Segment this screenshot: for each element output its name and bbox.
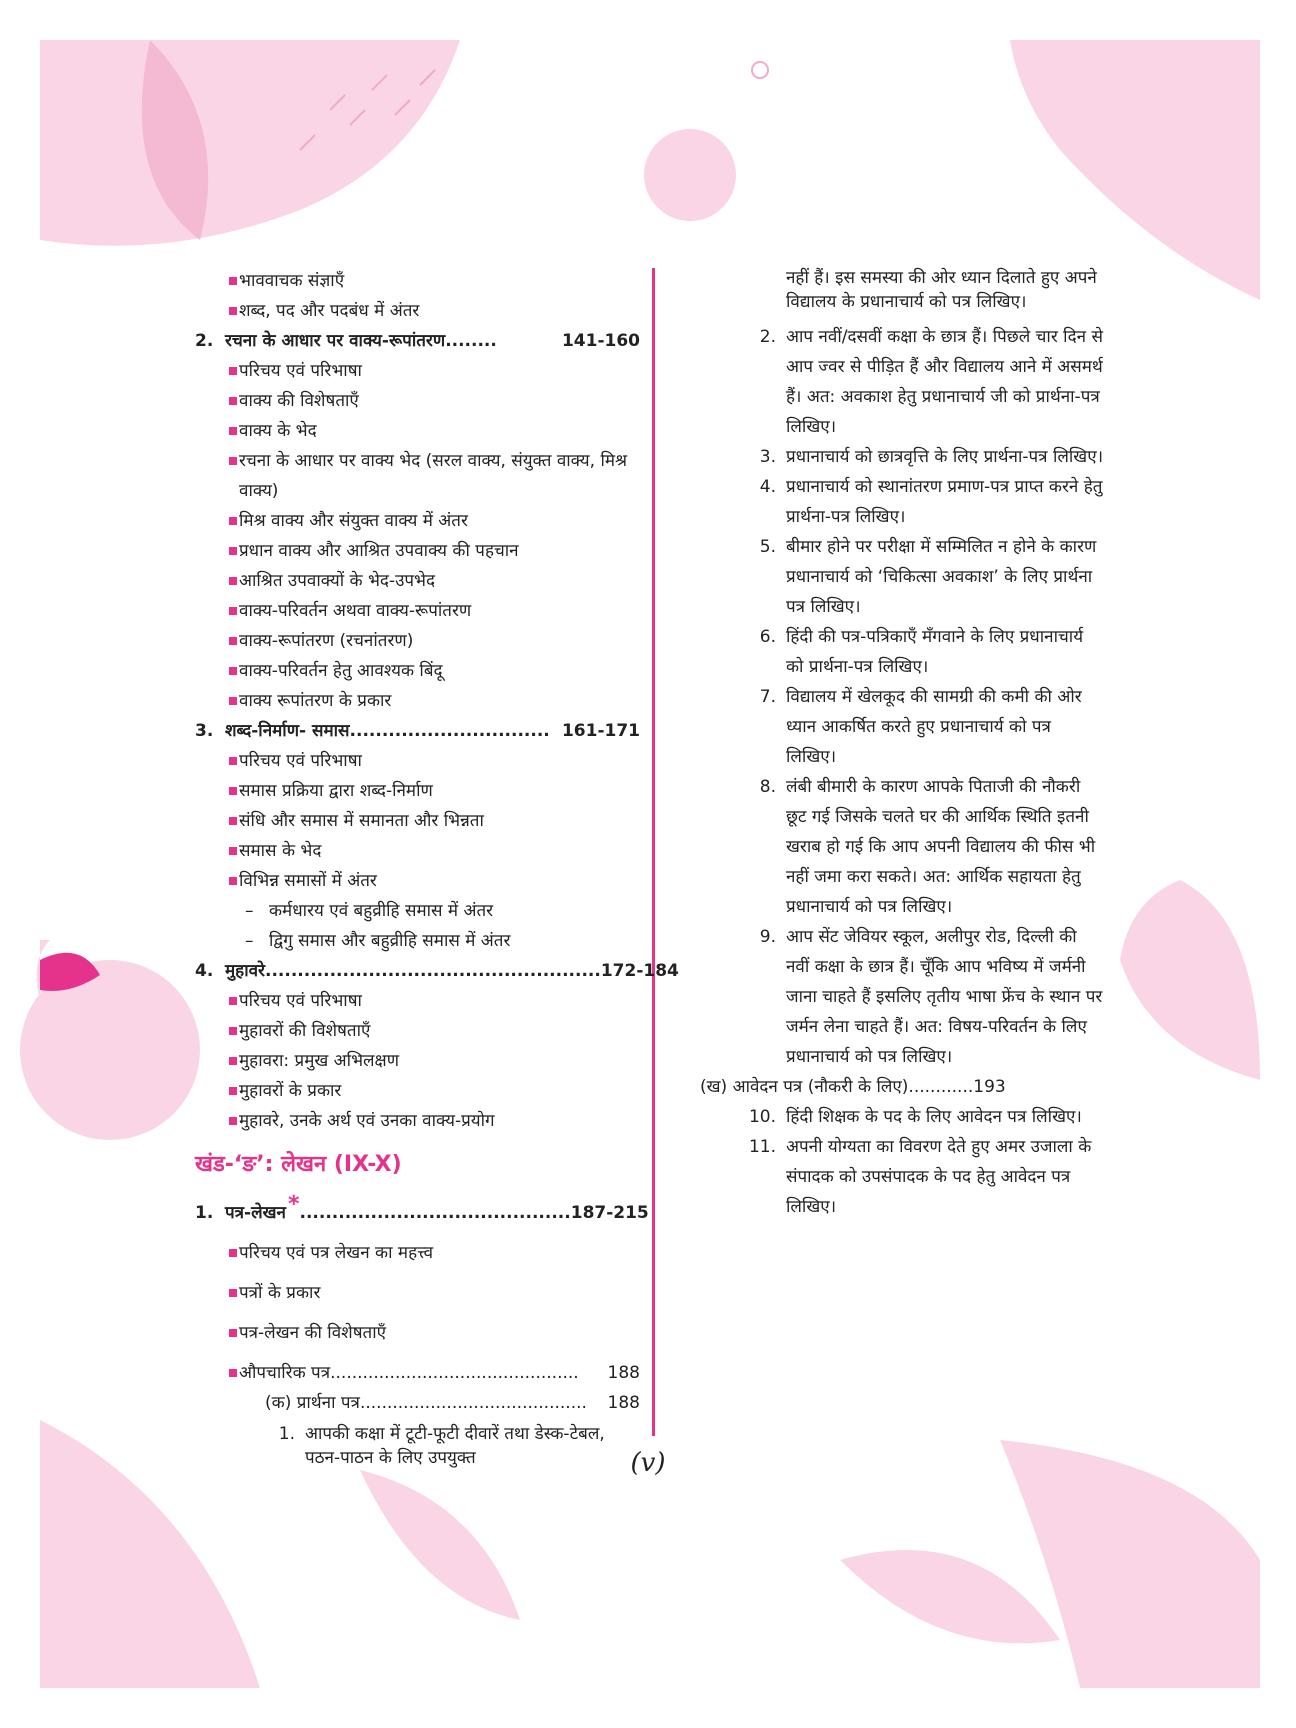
bullet-square-icon [229, 1249, 237, 1257]
avedan-entry[interactable]: (ख) आवेदन पत्र (नौकरी के लिए) ............ 193 [700, 1077, 1006, 1097]
bullet-square-icon [229, 637, 237, 645]
bullet-square-icon [229, 697, 237, 705]
bullet-square-icon [229, 427, 237, 435]
right-side-petal [1120, 880, 1260, 1080]
bottom-leaf-2 [360, 1470, 520, 1620]
list-item: वाक्य-रूपांतरण (रचनांतरण) [195, 626, 640, 656]
list-item: परिचय एवं परिभाषा [195, 746, 640, 776]
list-item: परिचय एवं परिभाषा [195, 986, 640, 1016]
list-item: भाववाचक संज्ञाएँ [195, 266, 640, 296]
list-item: 6. हिंदी की पत्र-पत्रिकाएँ मँगवाने के लिए प्रधानाचार्य को प्रार्थना-पत्र लिखिए। [759, 627, 1084, 677]
bullet-square-icon [229, 1329, 237, 1337]
bullet-square-icon [229, 577, 237, 585]
list-item: समास के भेद [195, 836, 640, 866]
bullet-square-icon [229, 787, 237, 795]
top-right-leaf-shape [1010, 40, 1260, 300]
list-item: 7. विद्यालय में खेलकूद की सामग्री की कमी की ओर ध्यान आकर्षित करते हुए प्रधानाचार्य को पत्र लिखिए। [759, 687, 1082, 767]
list-item: मुहावरे, उनके अर्थ एवं उनका वाक्य-प्रयोग [195, 1106, 640, 1136]
bullet-square-icon [229, 757, 237, 765]
right-column [700, 266, 1105, 1222]
list-item: मुहावरा: प्रमुख अभिलक्षण [195, 1046, 640, 1076]
bullet-square-icon [229, 607, 237, 615]
sub-list-item: – कर्मधारय एवं बहुव्रीहि समास में अंतर [195, 896, 640, 926]
toc-heading-3[interactable]: 3. शब्द-निर्माण- समास ............................... 161-171 [195, 721, 640, 741]
bullet-square-icon [229, 547, 237, 555]
list-item: 4. प्रधानाचार्य को स्थानांतरण प्रमाण-पत्र प्राप्त करने हेतु प्रार्थना-पत्र लिखिए। [759, 477, 1103, 527]
list-item: 8. लंबी बीमारी के कारण आपके पिताजी की नौकरी छूट गई जिसके चलते घर की आर्थिक स्थिति इतनी खराब हो गई कि आप अपनी विद्यालय की फीस भी नहीं जमा करा सकते। अत: आर्थिक सहायता हेतु प्रधानाचार्य को पत्र लिखिए। [759, 777, 1096, 917]
list-item: शब्द, पद और पदबंध में अंतर [195, 296, 640, 326]
aupcharik-entry[interactable]: औपचारिक पत्र .............................................. 188 [239, 1363, 640, 1383]
khand-title: खंड-‘ङ’: लेखन (IX-X) [195, 1152, 402, 1177]
toc-heading-4[interactable]: 4. मुहावरे .................................................... 172-184 [195, 961, 679, 981]
page-number: (v) [630, 1448, 666, 1478]
bullet-square-icon [229, 277, 237, 285]
list-item: 11. अपनी योग्यता का विवरण देते हुए अमर उजाला के संपादक को उपसंपादक के पद हेतु आवेदन पत्र लिखिए। [748, 1137, 1092, 1217]
list-item: पत्र-लेखन की विशेषताएँ [195, 1318, 640, 1348]
dash-icon: – [245, 901, 254, 921]
bullet-square-icon [229, 1369, 237, 1377]
list-item: मुहावरों की विशेषताएँ [195, 1016, 640, 1046]
list-item: 1. आपकी कक्षा में टूटी-फूटी दीवारें तथा डेस्क-टेबल, पठन-पाठन के लिए उपयुक्त [278, 1424, 605, 1468]
list-item: वाक्य-परिवर्तन हेतु आवश्यक बिंदू [195, 656, 640, 686]
dash-icon: – [245, 931, 254, 951]
bullet-square-icon [229, 877, 237, 885]
list-item: संधि और समास में समानता और भिन्नता [195, 806, 640, 836]
bullet-square-icon [229, 817, 237, 825]
sub-list-item: – द्विगु समास और बहुव्रीहि समास में अंतर [195, 926, 640, 956]
bullet-square-icon [229, 997, 237, 1005]
bottom-leaf-3 [840, 1550, 1060, 1643]
list-item [195, 1358, 640, 1388]
bullet-square-icon [229, 1117, 237, 1125]
bullet-square-icon [229, 667, 237, 675]
list-item: प्रधान वाक्य और आश्रित उपवाक्य की पहचान [195, 536, 640, 566]
list-item: वाक्य-परिवर्तन अथवा वाक्य-रूपांतरण [195, 596, 640, 626]
list-item: वाक्य रूपांतरण के प्रकार [195, 686, 640, 716]
list-item: विभिन्न समासों में अंतर [195, 866, 640, 896]
list-item: परिचय एवं परिभाषा [195, 356, 640, 386]
bullet-square-icon [229, 1087, 237, 1095]
bullet-square-icon [229, 847, 237, 855]
top-left-leaf-shape [40, 40, 460, 246]
bullet-square-icon [229, 517, 237, 525]
bullet-square-icon [229, 457, 237, 465]
asterisk-icon: * [287, 1192, 300, 1217]
top-circle-decor [644, 129, 736, 221]
bullet-square-icon [229, 307, 237, 315]
column-divider [652, 268, 655, 1436]
list-item: 2. आप नवीं/दसवीं कक्षा के छात्र हैं। पिछले चार दिन से आप ज्वर से पीड़ित हैं और विद्यालय आने में असमर्थ हैं। अत: अवकाश हेतु प्रधानाचार्य जी को प्रार्थना-पत्र लिखिए। [759, 327, 1103, 437]
list-item: पत्रों के प्रकार [195, 1278, 640, 1308]
list-item: आश्रित उपवाक्यों के भेद-उपभेद [195, 566, 640, 596]
list-item-continued: नहीं हैं। इस समस्या की ओर ध्यान दिलाते हुए अपने विद्यालय के प्रधानाचार्य को पत्र लिखिए। [786, 268, 1097, 312]
bullet-square-icon [229, 1289, 237, 1297]
toc-heading-2[interactable]: 2. रचना के आधार पर वाक्य-रूपांतरण ........ 141-160 [195, 331, 640, 351]
list-item: परिचय एवं पत्र लेखन का महत्त्व [195, 1238, 640, 1268]
prarthana-entry[interactable]: (क) प्रार्थना पत्र .......................................... 188 [265, 1393, 640, 1413]
list-item: वाक्य के भेद [195, 416, 640, 446]
list-item: 9. आप सेंट जेवियर स्कूल, अलीपुर रोड, दिल्ली की नवीं कक्षा के छात्र हैं। चूँकि आप भविष्य में जर्मनी जाना चाहते हैं इसलिए तृतीय भाषा फ्रेंच के स्थान पर जर्मन लेना चाहते हैं। अत: विषय-परिवर्तन के लिए प्रधानाचार्य को पत्र लिखिए। [759, 927, 1103, 1067]
list-item: 10. हिंदी शिक्षक के पद के लिए आवेदन पत्र लिखिए। [748, 1107, 1082, 1127]
list-item: मिश्र वाक्य और संयुक्त वाक्य में अंतर [195, 506, 640, 536]
list-item: रचना के आधार पर वाक्य भेद (सरल वाक्य, संयुक्त वाक्य, मिश्र वाक्य) [195, 446, 640, 506]
bullet-square-icon [229, 397, 237, 405]
list-item: वाक्य की विशेषताएँ [195, 386, 640, 416]
list-item: 3. प्रधानाचार्य को छात्रवृत्ति के लिए प्रार्थना-पत्र लिखिए। [759, 447, 1104, 467]
list-item: समास प्रक्रिया द्वारा शब्द-निर्माण [195, 776, 640, 806]
list-item: मुहावरों के प्रकार [195, 1076, 640, 1106]
left-column [195, 266, 679, 1470]
toc-heading-patra[interactable]: 1. पत्र-लेखन * .......................................... 187-215 [195, 1192, 649, 1223]
bullet-square-icon [229, 1057, 237, 1065]
bullet-square-icon [229, 1027, 237, 1035]
list-item: 5. बीमार होने पर परीक्षा में सम्मिलित न होने के कारण प्रधानाचार्य को ‘चिकित्सा अवकाश’ के लिए प्रार्थना पत्र लिखिए। [759, 537, 1097, 617]
bullet-square-icon [229, 367, 237, 375]
